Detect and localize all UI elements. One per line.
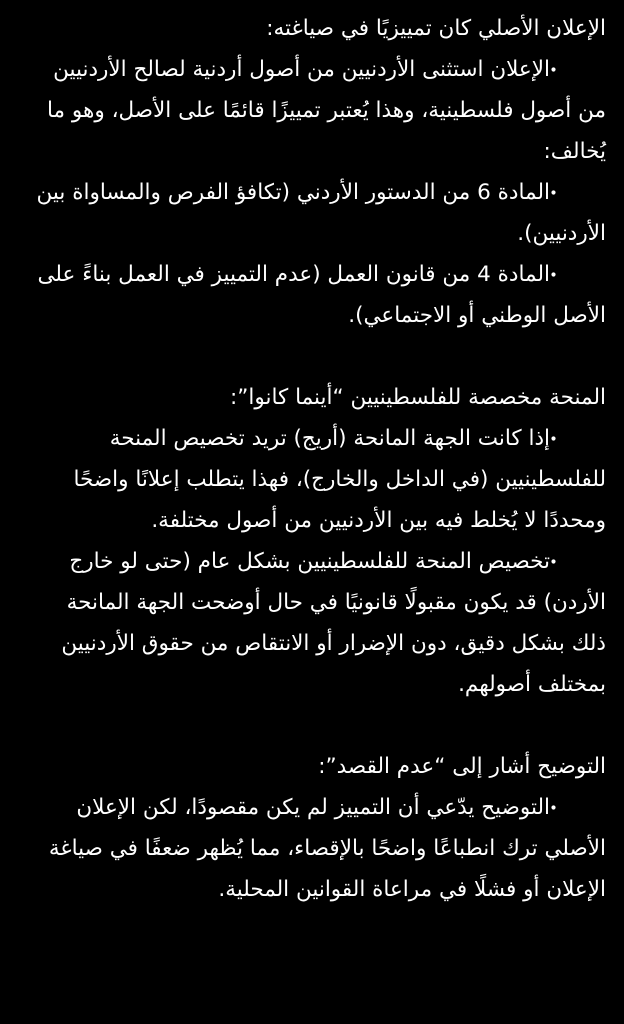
list-item-text: المادة 6 من الدستور الأردني (تكافؤ الفرص والمساواة بين الأردنيين). — [36, 180, 606, 246]
list-item — [26, 49, 606, 172]
list-item-text: التوضيح يدّعي أن التمييز لم يكن مقصودًا، لكن الإعلان الأصلي ترك انطباعًا واضحًا بالإقصاء، مما يُظهر ضعفًا في صياغة الإعلان أو فشلًا في مراعاة القوانين المحلية. — [48, 795, 606, 902]
list-item — [26, 418, 606, 541]
bullet-icon — [550, 172, 606, 213]
list-item-text: المادة 4 من قانون العمل (عدم التمييز في العمل بناءً على الأصل الوطني أو الاجتماعي). — [37, 262, 606, 328]
bullet-list — [26, 787, 606, 910]
list-item-text: الإعلان استثنى الأردنيين من أصول أردنية لصالح الأردنيين من أصول فلسطينية، وهذا يُعتبر تمييزًا قائمًا على الأصل، وهو ما يُخالف: — [47, 57, 606, 164]
section-heading: التوضيح أشار إلى “عدم القصد”: — [318, 754, 606, 779]
bullet-icon — [550, 541, 606, 582]
bullet-icon — [550, 49, 606, 90]
list-item-text: إذا كانت الجهة المانحة (أريج) تريد تخصيص المنحة للفلسطينيين (في الداخل والخارج)، فهذا يتطلب إعلانًا واضحًا ومحددًا لا يُخلط فيه بين الأردنيين من أصول مختلفة. — [73, 426, 606, 533]
list-item — [26, 254, 606, 336]
bullet-list — [26, 418, 606, 705]
document-body — [26, 8, 606, 910]
section-grant-palestinians — [26, 377, 606, 705]
section-clarification — [26, 746, 606, 910]
bullet-icon — [550, 254, 606, 295]
section-heading: المنحة مخصصة للفلسطينيين “أينما كانوا”: — [230, 385, 606, 410]
list-item-text: تخصيص المنحة للفلسطينيين بشكل عام (حتى لو خارج الأردن) قد يكون مقبولًا قانونيًا في حال أوضحت الجهة المانحة ذلك بشكل دقيق، دون الإضرار أو الانتقاص من حقوق الأردنيين بمختلف أصولهم. — [61, 549, 606, 697]
bullet-icon — [550, 787, 606, 828]
list-item — [26, 172, 606, 254]
bullet-icon — [550, 418, 606, 459]
bullet-list — [26, 49, 606, 336]
list-item — [26, 541, 606, 705]
section-discriminatory-wording — [26, 8, 606, 336]
section-heading: الإعلان الأصلي كان تمييزيًا في صياغته: — [266, 16, 606, 41]
list-item — [26, 787, 606, 910]
